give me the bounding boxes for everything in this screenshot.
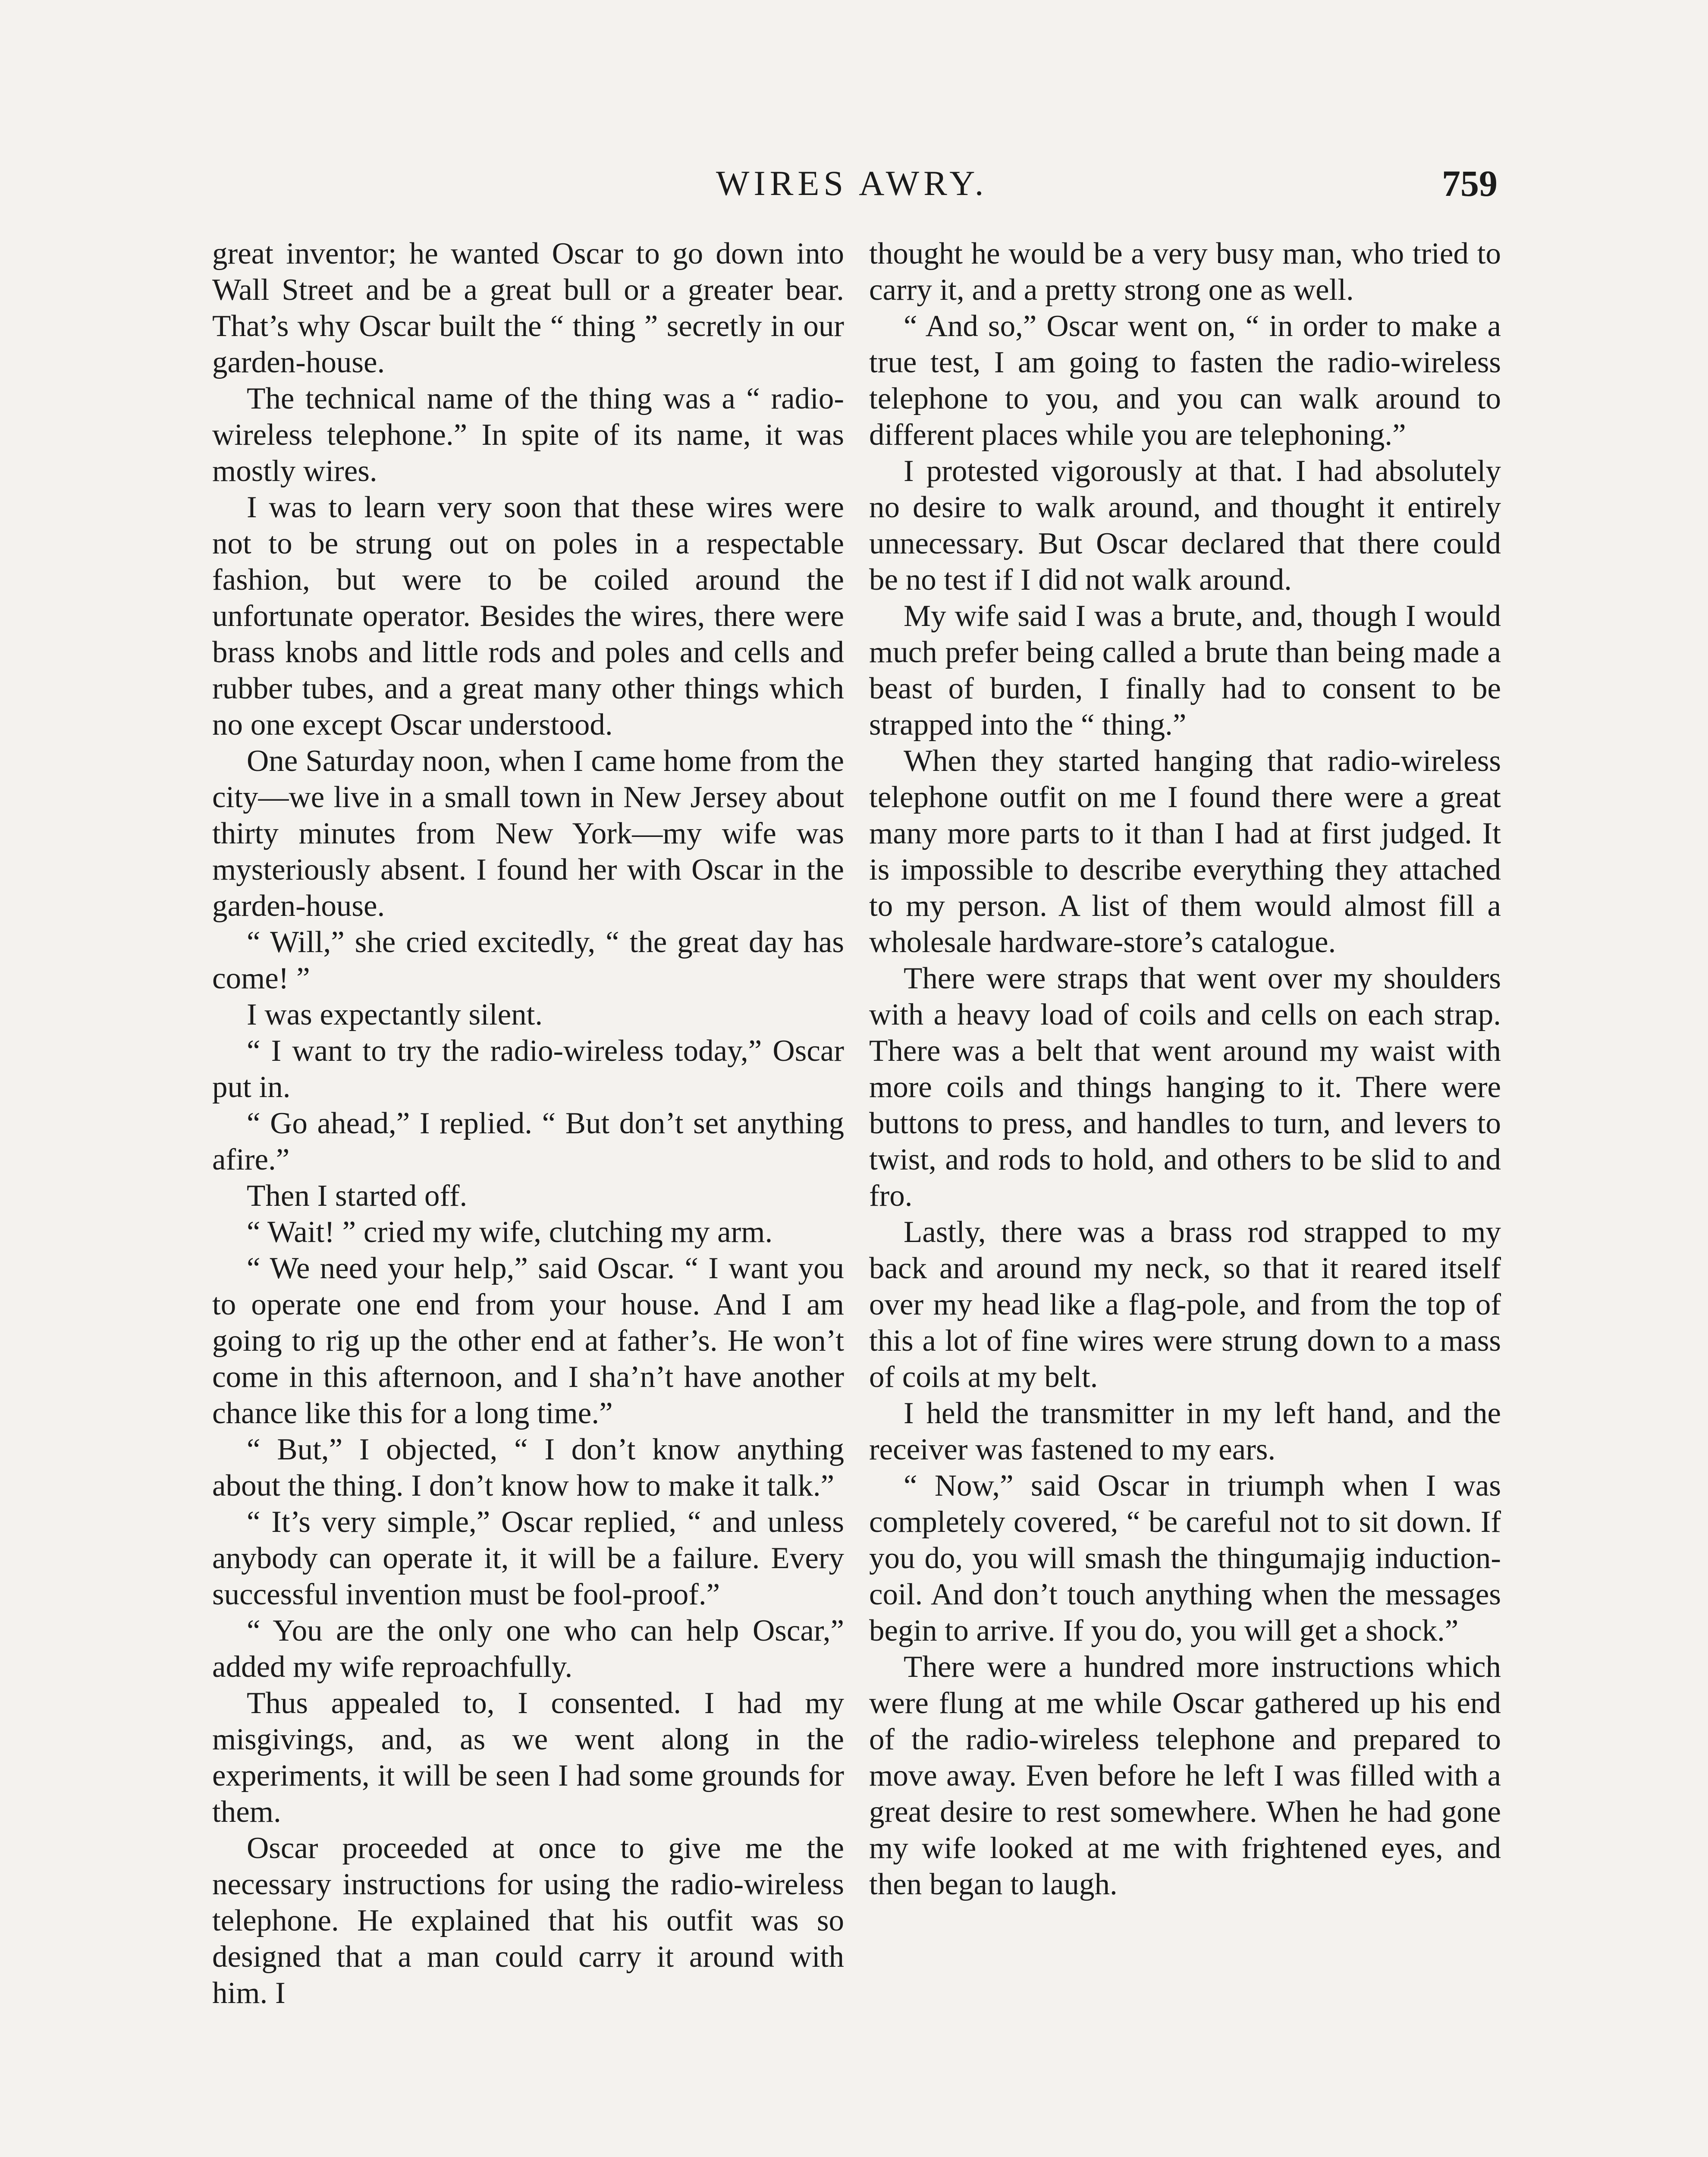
- paragraph: “ It’s very simple,” Oscar replied, “ and unless anybody can operate it, it will be a failure. Every successful invention must be fool-proof.”: [212, 1505, 844, 1611]
- paragraph: There were a hundred more instructions which were flung at me while Oscar gathered up his end of the radio-wireless telephone and prepared to move away. Even before he left I was filled with a great desire to rest somewhere. When he had gone my wife looked at me with frightened eyes, and then began to laugh.: [869, 1650, 1501, 1901]
- paragraph: great inventor; he wanted Oscar to go down into Wall Street and be a great bull or a greater bear. That’s why Oscar built the “ thing ” secretly in our garden-house.: [212, 237, 844, 379]
- paragraph: I was to learn very soon that these wires were not to be strung out on poles in a respectable fashion, but were to be coiled around the unfortunate operator. Besides the wires, there were brass knobs and little rods and poles and cells and rubber tubes, and a great many other things which no one except Oscar understood.: [212, 491, 844, 742]
- paragraph: Oscar proceeded at once to give me the necessary instructions for using the radio-wireless telephone. He explained that his outfit was so designed that a man could carry it around with him. I: [212, 1831, 844, 2010]
- paragraph: “ Will,” she cried excitedly, “ the great day has come! ”: [212, 925, 844, 995]
- paragraph: “ I want to try the radio-wireless today,” Oscar put in.: [212, 1034, 844, 1104]
- page-number: 759: [1442, 163, 1498, 204]
- paragraph: Then I started off.: [247, 1179, 468, 1213]
- paragraph: Thus appealed to, I consented. I had my misgivings, and, as we went along in the experiments, it will be seen I had some grounds for them.: [212, 1686, 844, 1829]
- paragraph: I was expectantly silent.: [247, 998, 543, 1031]
- paragraph: “ We need your help,” said Oscar. “ I want you to operate one end from your house. And I am going to rig up the other end at father’s. He won’t come in this afternoon, and I sha’n’t have another chance like this for a long time.”: [212, 1251, 844, 1430]
- paragraph: One Saturday noon, when I came home from the city—we live in a small town in New Jersey about thirty minutes from New York—my wife was mysteriously absent. I found her with Oscar in the garden-house.: [212, 744, 844, 923]
- paragraph: “ Go ahead,” I replied. “ But don’t set anything afire.”: [212, 1107, 844, 1176]
- running-head: [0, 160, 1708, 207]
- paragraph: “ Wait! ” cried my wife, clutching my arm.: [247, 1215, 773, 1249]
- running-title: WIRES AWRY.: [716, 164, 988, 203]
- paragraph: “ And so,” Oscar went on, “ in order to make a true test, I am going to fasten the radio-wireless telephone to you, and you can walk around to different places while you are telephoning.”: [869, 309, 1501, 452]
- paragraph: “ But,” I objected, “ I don’t know anything about the thing. I don’t know how to make it talk.”: [212, 1433, 844, 1503]
- paragraph: thought he would be a very busy man, who tried to carry it, and a pretty strong one as well.: [869, 237, 1501, 307]
- left-column: [212, 236, 844, 2011]
- paragraph: I protested vigorously at that. I had absolutely no desire to walk around, and thought it entirely unnecessary. But Oscar declared that there could be no test if I did not walk around.: [869, 454, 1501, 597]
- paragraph: “ Now,” said Oscar in triumph when I was completely covered, “ be careful not to sit down. If you do, you will smash the thingumajig induction-coil. And don’t touch anything when the messages begin to arrive. If you do, you will get a shock.”: [869, 1469, 1501, 1648]
- paragraph: I held the transmitter in my left hand, and the receiver was fastened to my ears.: [869, 1396, 1501, 1466]
- paragraph: The technical name of the thing was a “ radio-wireless telephone.” In spite of its name, it was mostly wires.: [212, 382, 844, 488]
- right-column: [869, 236, 1501, 1902]
- paragraph: My wife said I was a brute, and, though I would much prefer being called a brute than being made a beast of burden, I finally had to consent to be strapped into the “ thing.”: [869, 599, 1501, 742]
- paragraph: “ You are the only one who can help Oscar,” added my wife reproachfully.: [212, 1614, 844, 1684]
- paragraph: When they started hanging that radio-wireless telephone outfit on me I found there were a great many more parts to it than I had at first judged. It is impossible to describe everything they attached to my person. A list of them would almost fill a wholesale hardware-store’s catalogue.: [869, 744, 1501, 959]
- paragraph: There were straps that went over my shoulders with a heavy load of coils and cells on each strap. There was a belt that went around my waist with more coils and things hanging to it. There were buttons to press, and handles to turn, and levers to twist, and rods to hold, and others to be slid to and fro.: [869, 962, 1501, 1213]
- paragraph: Lastly, there was a brass rod strapped to my back and around my neck, so that it reared itself over my head like a flag-pole, and from the top of this a lot of fine wires were strung down to a mass of coils at my belt.: [869, 1215, 1501, 1394]
